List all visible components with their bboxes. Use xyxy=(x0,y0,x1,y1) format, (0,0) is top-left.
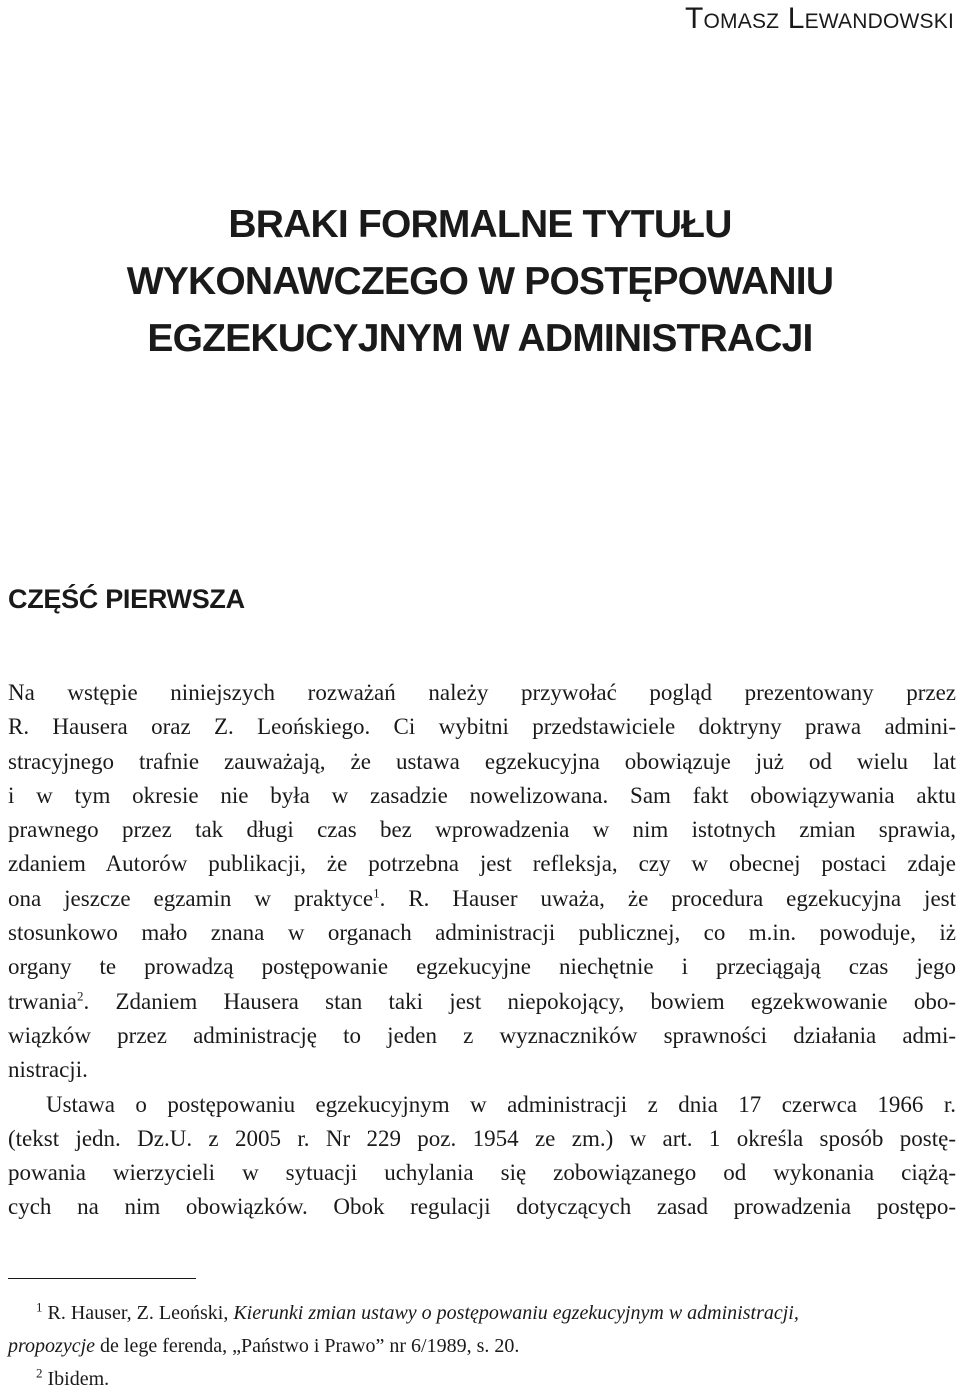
text-line: (tekst jedn. Dz.U. z 2005 r. Nr 229 poz. 1954 ze zm.) w art. 1 określa sposób postę- xyxy=(8,1125,956,1151)
article-title xyxy=(0,196,960,367)
text-line: zdaniem Autorów publikacji, że potrzebna jest refleksja, czy w obecnej postaci zdaje xyxy=(8,851,956,877)
footnote-marker-2: 2 xyxy=(36,1365,43,1381)
footnote-line xyxy=(8,1297,956,1330)
text-segment: . R. Hauser uważa, że procedura egzekucyjna jest xyxy=(379,885,956,911)
text-segment: trwania xyxy=(8,988,77,1014)
footnote-ref-1[interactable]: 1 xyxy=(373,885,380,901)
footnote-authors: R. Hauser, Z. Leoński, xyxy=(42,1302,234,1324)
text-line: Na wstępie niniejszych rozważań należy przywołać pogląd prezentowany przez xyxy=(8,680,956,705)
text-line: stosunkowo mało znana w organach administracji publicznej, co m.in. powoduje, iż xyxy=(8,920,956,946)
paragraph-2 xyxy=(8,1088,956,1225)
text-segment: . Zdaniem Hausera stan taki jest niepokojący, bowiem egzekwowanie obo- xyxy=(83,988,956,1014)
text-line: organy te prowadzą postępowanie egzekucyjne niechętnie i przeciągają czas jego xyxy=(8,954,956,980)
text-line: Ustawa o postępowaniu egzekucyjnym w administracji z dnia 17 czerwca 1966 r. xyxy=(46,1091,956,1117)
footnote-marker-1: 1 xyxy=(36,1299,43,1315)
text-line: prawnego przez tak długi czas bez wprowadzenia w nim istotnych zmian sprawia, xyxy=(8,817,956,843)
footnote-1 xyxy=(8,1297,956,1363)
footnote-2 xyxy=(8,1363,956,1396)
running-header-author: Tomasz Lewandowski xyxy=(684,2,954,35)
paragraph-1 xyxy=(8,676,956,1088)
footnote-separator xyxy=(8,1278,196,1279)
title-line-2: WYKONAWCZEGO W POSTĘPOWANIU xyxy=(126,260,834,303)
footnote-text: Ibidem. xyxy=(42,1368,110,1390)
footnote-title: Kierunki zmian ustawy o postępowaniu egzekucyjnym w administracji, xyxy=(233,1302,799,1324)
section-heading: CZĘŚĆ PIERWSZA xyxy=(8,584,245,614)
text-line: i w tym okresie nie była w zasadzie nowelizowana. Sam fakt obowiązywania aktu xyxy=(8,782,956,808)
text-line-with-footnote xyxy=(8,882,956,916)
text-line: R. Hausera oraz Z. Leońskiego. Ci wybitni przedstawiciele doktryny prawa admini- xyxy=(8,714,956,740)
title-line-3: EGZEKUCYJNYM W ADMINISTRACJI xyxy=(147,317,813,360)
title-line-1: BRAKI FORMALNE TYTUŁU xyxy=(228,203,732,246)
footnote-number xyxy=(8,1299,43,1324)
footnote-line xyxy=(8,1363,956,1396)
body-text xyxy=(8,676,956,1225)
text-segment: ona jeszcze egzamin w praktyce xyxy=(8,885,374,911)
footnote-ref-2[interactable]: 2 xyxy=(76,988,84,1004)
footnote-line xyxy=(8,1330,956,1363)
text-line-with-footnote xyxy=(8,985,956,1019)
text-line: powania wierzycieli w sytuacji uchylania się zobowiązanego od wykonania ciążą- xyxy=(8,1160,956,1186)
footnote-number xyxy=(8,1365,43,1390)
text-line: stracyjnego trafnie zauważają, że ustawa egzekucyjna obowiązuje już od wielu lat xyxy=(8,748,956,774)
text-line: cych na nim obowiązków. Obok regulacji dotyczących zasad prowadzenia postępo- xyxy=(8,1194,956,1220)
text-line: wiązków przez administrację to jeden z wyznaczników sprawności działania admi- xyxy=(8,1022,956,1048)
text-line: nistracji. xyxy=(8,1057,88,1083)
footnote-source: de lege ferenda, „Państwo i Prawo” nr 6/1989, s. 20. xyxy=(95,1335,520,1357)
footnotes xyxy=(8,1297,956,1396)
footnote-title-cont: propozycje xyxy=(8,1335,96,1357)
